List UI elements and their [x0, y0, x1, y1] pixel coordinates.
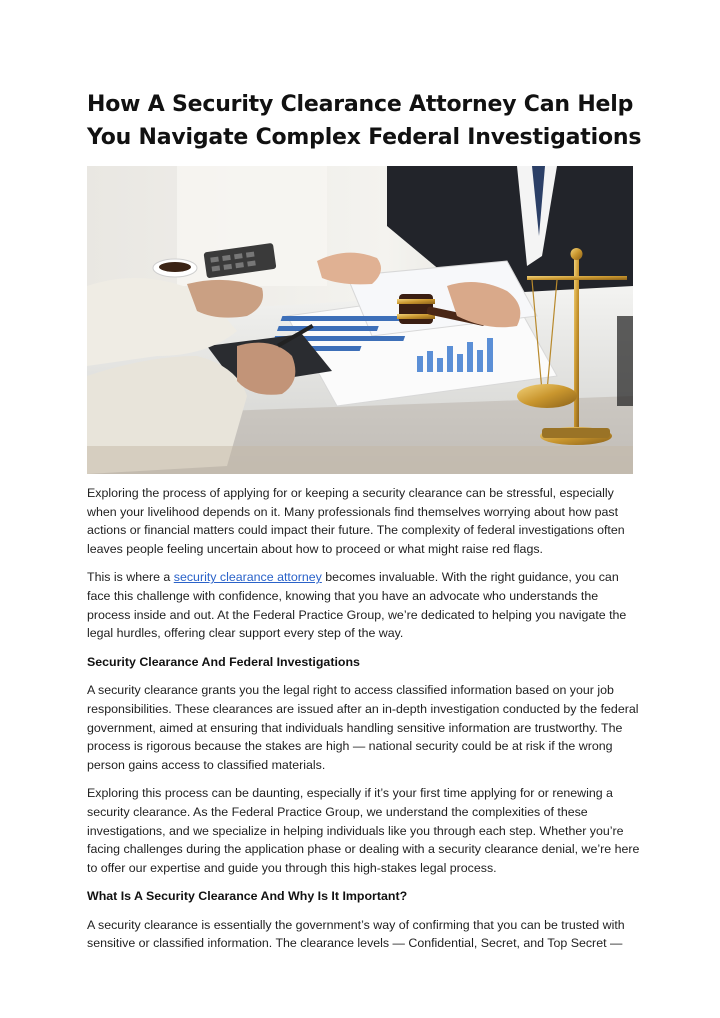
hero-photo	[87, 166, 633, 474]
paragraph-exploring-process: Exploring this process can be daunting, especially if it’s your first time applying for or renewing a security clearance. As the Federal Practice Group, we understand the complexities of these investigations, and we specialize in helping individuals like you through each step. Whether you’re facing challenges during the application phase or dealing with a security clearance denial, we’re here to offer our expertise and guide you through this high-stakes legal process.	[87, 786, 640, 875]
section-heading-federal-investigations: Security Clearance And Federal Investigations	[87, 654, 360, 669]
article-title: How A Security Clearance Attorney Can Help You Navigate Complex Federal Investigations	[87, 92, 642, 150]
paragraph-attorney-lead: This is where a	[87, 570, 174, 585]
paragraph-clearance-definition: A security clearance is essentially the government’s way of confirming that you can be trusted with sensitive or classified information. The clearance levels — Confidential, Secret, and Top Secret —	[87, 917, 625, 951]
paragraph-attorney-rest: becomes invaluable. With the right guidance, you can face this challenge with confidence, knowing that you have an advocate who understands the process inside and out. At the Federal Practice Group, we’re dedicated to helping you navigate the legal hurdles, offering clear support every step of the way.	[87, 570, 627, 641]
hero-photo-illustration	[87, 166, 633, 474]
section-heading-what-is-clearance: What Is A Security Clearance And Why Is It Important?	[87, 889, 408, 904]
security-clearance-attorney-link[interactable]: security clearance attorney	[173, 570, 322, 585]
paragraph-attorney	[87, 568, 643, 642]
paragraph-intro: Exploring the process of applying for or keeping a security clearance can be stressful, especially when your livelihood depends on it. Many professionals find themselves worrying about how past actions or financial matters could impact their future. The complexity of federal investigations often leaves people feeling uncertain about how to proceed or what might raise red flags.	[87, 486, 625, 556]
article-body	[87, 484, 643, 963]
paragraph-clearance-grants: A security clearance grants you the legal right to access classified information based on your job responsibilities. These clearances are issued after an in-depth investigation conducted by the federal government, aimed at ensuring that individuals handling sensitive information are trustworthy. The process is rigorous because the stakes are high — national security could be at risk if the wrong person gains access to classified materials.	[87, 683, 639, 772]
